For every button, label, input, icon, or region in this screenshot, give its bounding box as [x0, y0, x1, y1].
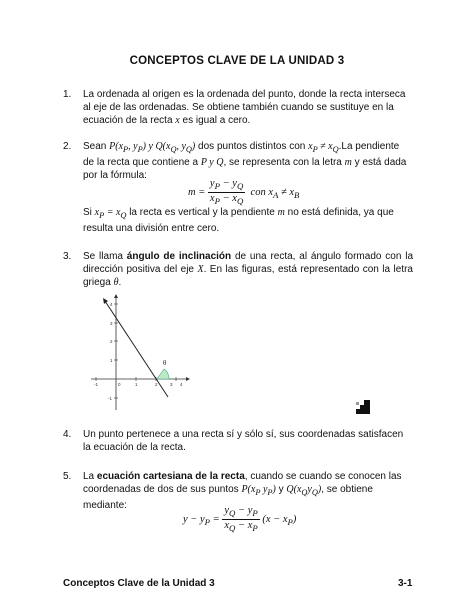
- item-number: 3.: [63, 251, 72, 262]
- list-item-2: [63, 140, 413, 182]
- item-text-part: de una recta, al ángulo formado con la dirección positiva del eje: [83, 251, 414, 275]
- math-point: $P(x_P$ $y_P$): [241, 484, 276, 497]
- item-text-part: y está dada por la fórmula:: [83, 157, 407, 181]
- item-text: [83, 250, 413, 289]
- bold-term: ecuación cartesiana de la recta: [96, 471, 245, 482]
- inclination-graph: [86, 292, 196, 412]
- list-item-3: [63, 250, 413, 289]
- formula-lhs: $y - y_P$ =: [183, 514, 220, 528]
- x-tick-label: 3: [170, 382, 173, 387]
- list-item-1: [63, 88, 413, 127]
- item-text-part: Se llama: [83, 251, 127, 262]
- angle-wedge: [157, 369, 169, 379]
- scan-mark-icon: [356, 400, 370, 414]
- math-condition: $x_P \ne x_Q$: [308, 141, 339, 154]
- formula-fraction: [208, 178, 245, 207]
- item-text-part: Si: [83, 207, 95, 218]
- formula-fraction: [222, 505, 259, 534]
- item-text-part: . En las figuras, está representado con la letra griega: [83, 264, 413, 288]
- math-condition: $x_P = x_Q$: [94, 207, 127, 220]
- formula-numerator: $y_Q - y_P$: [224, 505, 258, 519]
- footer-page-number: 3-1: [398, 578, 413, 589]
- y-tick-label: 4: [110, 302, 113, 307]
- math-variable: θ: [113, 277, 119, 288]
- item-text: [83, 88, 413, 127]
- y-tick-label: 2: [110, 339, 113, 344]
- footer-title: Conceptos Clave de la Unidad 3: [63, 578, 215, 589]
- angle-label: θ: [163, 359, 167, 367]
- x-tick-label: 0: [118, 382, 121, 387]
- y-tick-label: 3: [110, 321, 113, 326]
- item-text-part: y: [275, 484, 287, 495]
- bold-term: ángulo de inclinación: [126, 251, 232, 262]
- item-text-part: Sean: [83, 141, 110, 152]
- math-points: $P(x_P$, $y_P$) y $Q(x_Q$, $y_Q$): [109, 141, 196, 154]
- item-number: 4.: [63, 429, 72, 440]
- slope-formula: [188, 178, 299, 207]
- formula-lhs: m =: [188, 187, 206, 198]
- math-point: $Q(x_Qy_Q)$: [286, 484, 322, 497]
- math-variable: m: [277, 207, 285, 218]
- item-text-part: La ordenada al origen es la ordenada del punto, donde la recta interseca al eje de las ordenadas. Se obtiene también cuando se sustituye en la ecuación de la recta: [83, 89, 406, 126]
- item-text-part: , cuando se cuando se conocen las coordenadas de dos de sus puntos: [83, 471, 402, 495]
- math-variable: x: [175, 115, 180, 126]
- math-variable: P y Q: [200, 157, 224, 168]
- x-tick-label: 4: [180, 382, 183, 387]
- item-number: 5.: [63, 471, 72, 482]
- item-text-part: La: [83, 471, 97, 482]
- formula-rhs: $(x - x_P)$: [262, 514, 297, 528]
- y-tick-label: 1: [110, 358, 113, 363]
- x-tick-label: 1: [135, 382, 138, 387]
- x-tick-label: -1: [94, 382, 99, 387]
- item-text-part: la recta es vertical y la pendiente: [126, 207, 278, 218]
- item-text-part: .La pendiente de la recta que contiene a: [83, 141, 400, 168]
- formula-denominator: $x_P - x_Q$: [209, 193, 244, 207]
- cartesian-formula: [183, 505, 296, 534]
- item-number: 1.: [63, 89, 72, 100]
- item-text-part: , se obtiene mediante:: [83, 484, 373, 511]
- note-paragraph: [63, 206, 413, 235]
- list-item-4: [63, 428, 413, 454]
- formula-numerator: $y_P - y_Q$: [209, 178, 244, 192]
- y-axis-arrow: [114, 294, 118, 298]
- item-text-part: es igual a cero.: [179, 115, 251, 126]
- note-text: [83, 206, 413, 235]
- line-arrow: [103, 298, 108, 304]
- x-axis-arrow: [186, 377, 190, 381]
- item-text: [83, 140, 413, 182]
- item-text-part: .: [118, 277, 122, 288]
- x-tick-label: 2: [155, 382, 158, 387]
- formula-denominator: $x_Q - x_P$: [224, 520, 258, 534]
- math-variable: m: [344, 157, 352, 168]
- item-text-part: , se representa con la letra: [223, 157, 345, 168]
- formula-condition: con $x_A \ne x_B$: [247, 187, 300, 201]
- math-variable: X: [197, 264, 204, 275]
- item-text-part: no está definida, ya que resulta una división entre cero.: [83, 207, 394, 234]
- item-number: 2.: [63, 141, 72, 152]
- item-text: Un punto pertenece a una recta sí y sólo sí, sus coordenadas satisfacen la ecuación de la recta.: [83, 429, 404, 453]
- page-title: CONCEPTOS CLAVE DE LA UNIDAD 3: [129, 55, 345, 67]
- item-text-part: dos puntos distintos con: [198, 141, 306, 152]
- y-tick-label: -1: [108, 396, 113, 401]
